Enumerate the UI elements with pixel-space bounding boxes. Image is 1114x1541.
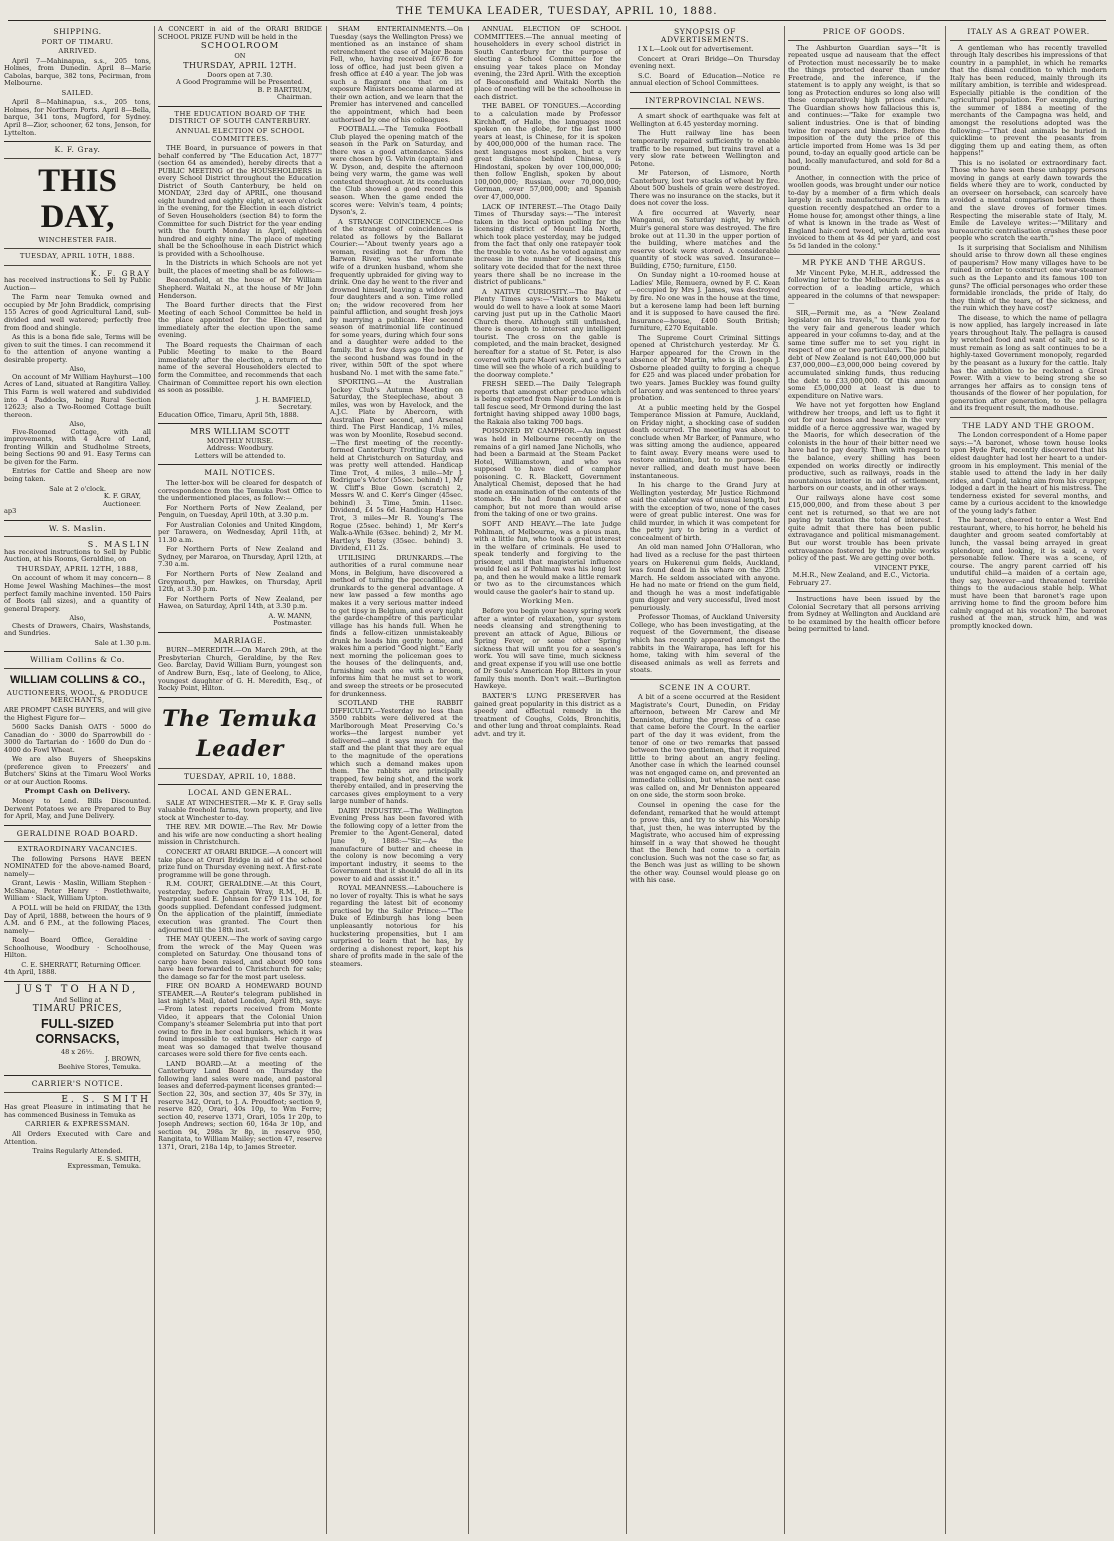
divider — [158, 464, 322, 465]
pyke-argus-heading: MR PYKE AND THE ARGUS. — [801, 258, 927, 268]
divider — [950, 40, 1107, 41]
masthead-rule — [8, 20, 1106, 21]
divider — [4, 668, 151, 669]
collins-list: 5600 Sacks Danish OATS · 5000 do Canadian do · 3000 do Sparrowbill do · 3000 do Tartarian do · 1600 do Dun do · 4000 do Fowl Wheat. — [4, 723, 151, 754]
article-paragraph: SOFT AND HEAVY.—The late Judge Pohlman, of Melbourne, was a pious man, with a little fun, who took a great interest in the welfare of criminals. He used to speak tenderly and forgiving to the prisoner, until that magisterial influence would feel as if Pohlman was his long lost pa, and then he would make a little remark or two as to the circumstances which would cause the gaoler's hair to stand up. — [474, 520, 621, 596]
divider — [4, 536, 151, 537]
column-3 — [330, 26, 463, 1534]
column-1 — [4, 26, 151, 1534]
ad-code: ap3 — [4, 507, 17, 516]
just-to-hand-sub: And Selling at — [53, 995, 102, 1004]
maslin-intro: has received instructions to Sell by Public Auction, at his Rooms, Geraldine, on — [4, 547, 151, 564]
article-paragraph: We have not yet forgotten how England withdrew her troops, and left us to fight it out for our homes and hearths in the very middle of a fierce aggressive war, waged by the Maoris, for which desecration of the colonists in the hour of their bitter need we have had to pay dearly. Then with regard to the balance, every shilling has been expended on works directly or indirectly productive, such as railways, roads in the mountainous interior in aid of settlement, harbors on our coasts, and in other ways. — [788, 401, 940, 493]
smith-trade: CARRIER & EXPRESSMAN. — [24, 1120, 131, 1129]
article-paragraph: ANNUAL ELECTION OF SCHOOL COMMITTEES.—The annual meeting of householders in every school district in South Canterbury for the purpose of electing a School Committee for the ensuing year takes place on Monday evening, the 23rd April. With the exception of Beaconsfield and Waitaki North the place of meeting will be the schoolhouse in each district. — [474, 26, 621, 101]
carrier-heading: CARRIER'S NOTICE. — [31, 1079, 124, 1089]
synopsis-heading: SYNOPSIS OF ADVERTISEMENTS. — [660, 27, 750, 44]
vacancies-heading: EXTRAORDINARY VACANCIES. — [17, 845, 138, 854]
column-2 — [158, 26, 322, 1534]
article-paragraph: Before you begin your heavy spring work after a winter of relaxation, your system needs cleansing and strengthening to prevent an attack of Ague, Bilious or Spring Fever, or some other Spring sickness that will unfit you for a season's work. You will save time, much sickness and great expense if you will use one bottle of Dr Soule's American Hop Bitters in your family this month. Don't wait.—Burlington Hawkeye. — [474, 607, 621, 691]
smith-intro: Has great Pleasure in intimating that he has commenced Business in Temuka as — [4, 1103, 151, 1119]
road-board-date: 4th April, 1888. — [4, 968, 57, 977]
italy-heading: ITALY AS A GREAT POWER. — [967, 27, 1090, 36]
local-item: SALE AT WINCHESTER.—Mr K. F. Gray sells valuable freehold farms, town property, and live stock at Winchester to-day. — [158, 798, 322, 822]
divider — [158, 697, 322, 698]
news-item: Professor Thomas, of Auckland University College, who has been investigating, at the request of the Government, the disease which has recently appeared amongst the rabbits in the Wairarapa, has left for his home, taking with him several of the diseased animals as well as ferrets and stoats. — [630, 613, 780, 675]
also-label: Also, — [69, 420, 86, 429]
divider — [950, 417, 1107, 418]
news-item: An old man named John O'Halloran, who had lived as a recluse for the past thirteen years on Hukerenui gum fields, Auckland, was found dead in his whare on the 25th March. He seldom associated with anyone. He had no mate or friend on the gum field, and though he was a most indefatigable gum digger and very successful, lived most penuriously. — [630, 543, 780, 612]
this-day-heading: THIS DAY, — [38, 162, 117, 235]
divider — [630, 92, 780, 93]
article-paragraph: This is no isolated or extraordinary fact. Those who have seen these unhappy persons moving in gangs at early dawn towards the fields where they are to work, conducted by an overseer on horseback, can scarcely have avoided a mental comparison between them and the slave droves of former times. Respecting the miserable state of Italy, M. Emile de Laveleye writes:—"Military and bureaucratic centralisation crushes these poor people who scratch the earth." — [950, 158, 1107, 243]
nurse-letters: Letters will be attended to. — [194, 451, 286, 460]
sailed-text: April 8—Mahinapua, s.s., 205 tons, Holmes, for Northern Ports. April 8—Bella, barque, 341 tons, Mugford, for Sydney. April 8—Zior, schooner, 62 tons, Jenson, for Lyttelton. — [4, 98, 151, 137]
cornsacks-size: 48 x 26½. — [60, 1047, 95, 1056]
maslin-lots: On account of whom it may concern— 8 Home Jewel Washing Machines—the most perfect family machine invented. 150 Pairs of Boots (all sizes), and a quantity of general Drapery. — [4, 574, 151, 613]
local-item: FIRE ON BOARD A HOMEWARD BOUND STEAMER.—A Reuter's telegram published in last night's Mail, dated London, April 8th, says:—From latest reports received from Monte Video, it appears that the Colonial Union Company's steamer Selembria put into that port owing to fire in her coal bunkers, which it was found impossible to extinguish. Her cargo of meat was so damaged that twelve thousand carcases were sold there for five cents each. — [158, 982, 322, 1059]
postmaster-name: A. W. MANN, — [268, 611, 312, 620]
divider — [4, 981, 151, 982]
returning-officer: C. E. SHERRATT, Returning Officer. — [21, 960, 141, 969]
local-item: THE MAY QUEEN.—The work of saving cargo from the wreck of the May Queen was completed on Saturday. One thousand tons of cargo have been raised, and about 900 tons have been forwarded to Christchurch for sale; the damage so far for the most part useless. — [158, 935, 322, 981]
nurse-sub: MONTHLY NURSE. — [206, 436, 274, 445]
maslin-heading: W. S. Maslin. — [48, 523, 107, 533]
synopsis-item: Concert at Orari Bridge—On Thursday evening next. — [630, 54, 780, 71]
also-label: Also, — [69, 365, 86, 374]
interprovincial-heading: INTERPROVINCIAL NEWS. — [645, 95, 765, 105]
auction-lot-3: Five-Roomed Cottage, with all improvements, with 4 Acre of Land, fronting Wilkin and Studholme Streets, being Sections 90 and 91. Easy Terms can be given for the Farm. — [4, 427, 151, 466]
mail-item: For Northern Ports of New Zealand, per Hawea, on Saturday, April 14th, at 3.30 p.m. — [158, 594, 322, 611]
collins-subtitle: AUCTIONEERS, WOOL, & PRODUCE MERCHANTS, — [6, 688, 149, 705]
kf-gray-heading: K. F. Gray. — [54, 145, 101, 155]
auction-lot-2: On account of Mr William Hayhurst—100 Acres of Land, situated at Rangitira Valley. This Farm is well watered and subdivided into 4 Paddocks, being Rural Section 12623; also a Two-Roomed Cottage built thereon. — [4, 372, 151, 419]
shipping-heading: SHIPPING. — [53, 27, 102, 36]
divider — [4, 141, 151, 142]
local-general-heading: LOCAL AND GENERAL. — [188, 788, 292, 798]
newspaper-logo: The Temuka Leader — [162, 705, 318, 762]
collins-heading: William Collins & Co. — [30, 655, 125, 665]
column-rule — [945, 26, 946, 1534]
postmaster-title: Postmaster. — [273, 619, 312, 628]
education-notice-3: Beaconsfield, at the house of Mr William Shepherd. Waitaki N., at the house of Mr John Henderson. — [158, 276, 322, 300]
page-masthead: THE TEMUKA LEADER, TUESDAY, APRIL 10, 1888. — [396, 5, 718, 17]
school-election-heading: ANNUAL ELECTION OF SCHOOL COMMITTEES. — [175, 127, 305, 143]
local-item: THE REV. MR DOWIE.—The Rev. Mr Dowie and his wife are now conducting a short healing mission in Christchurch. — [158, 823, 322, 847]
divider — [4, 158, 151, 159]
education-notice-4: The Board further directs that the First Meeting of each School Committee be held in the place appointed for the Election, and immediately after the election upon the same evening. — [158, 301, 322, 340]
concert-date: THURSDAY, APRIL 12TH. — [183, 61, 297, 71]
synopsis-item: S.C. Board of Education—Notice re annual election of School Committees. — [630, 71, 780, 88]
smith-orders: All Orders Executed with Care and Attention. — [4, 1129, 151, 1146]
column-6 — [788, 26, 940, 1534]
road-board-poll: A POLL will be held on FRIDAY, the 13th Day of April, 1888, between the hours of 9 A.M. and 6 P.M., at the following Places, namely— — [4, 904, 151, 935]
column-5 — [630, 26, 780, 1534]
also-label: Also, — [69, 614, 86, 623]
article-paragraph: FOOTBALL.—The Temuka Football Club played the opening match of the season in the Park on Saturday, and there was a good attendance. Sides were chosen by G. Velvin (captain) and W. Dyson, and, despite the afternoon being very warm, the game was well contested throughout. At its conclusion the Club showed a good record this season. When the game ended the scores were: Velvin's team, 4 points; Dyson's, 2. — [330, 125, 463, 217]
news-item: A fire occurred at Waverly, near Wanganui, on Saturday night, by which Muir's general store was destroyed. The fire broke out at 11.30 in the upper portion of the building, where matches and the reserve stock were stored. A considerable quantity of stock was saved. Insurance—Building, £750; furniture, £150. — [630, 208, 780, 270]
mail-item: For Australian Colonies and United Kingdom, per Tarawera, on Wednesday, April 11th, at 11.30 a.m. — [158, 520, 322, 544]
price-of-goods-heading: PRICE OF GOODS. — [822, 27, 906, 36]
timaru-prices: TIMARU PRICES, — [32, 1004, 123, 1015]
maslin-lots-2: Chests of Drawers, Chairs, Washstands, and Sundries. — [4, 621, 151, 638]
mail-item: For Northern Ports of New Zealand, per Penguin, on Tuesday, April 10th, at 3.30 p.m. — [158, 503, 322, 520]
column-rule — [784, 26, 785, 1534]
education-notice-2: In the Districts in which Schools are not yet built, the places of meeting shall be as follows:— — [158, 259, 322, 275]
pyke-title: M.H.R., New Zealand, and E.C., Victoria. — [792, 571, 930, 580]
local-item: LAND BOARD.—At a meeting of the Canterbury Land Board on Thursday the following land sales were made, and pastoral leases and deferred-payment licenses granted:—Section 22, 30s, and section 37, 40s Sr 37y, in reserve 342, Orari, to J. A. Proudfoot; section 9, reserve 820, Orari, 40s 10p, to Wm Ferre; section 40, reserve 1371, Orari, 105s 1r 20p, to Joseph Andrews; section 60, 164a 3r 10p, and section 94, 298a 3r 8p, in reserve 950, Rangitata, to William Mailey; section 47, reserve 1371, Orari, 218a 14p, to James Streeter. — [158, 1059, 322, 1151]
lady-groom-heading: THE LADY AND THE GROOM. — [962, 420, 1095, 430]
education-notice-5: The Board requests the Chairman of each Public Meeting to make to the Board immediately after the election, a return of the name of the several Householders elected to form the Committee, and recommends that each Chairman of Committee report his own election as soon as possible. — [158, 340, 322, 395]
collins-name: WILLIAM COLLINS & CO., — [9, 673, 146, 686]
just-to-hand-heading: JUST TO HAND, — [16, 983, 139, 995]
newspaper-date: TUESDAY, APRIL 10, 1888. — [183, 771, 297, 781]
auctioneer-signature: K. F. GRAY, — [103, 492, 141, 501]
article-paragraph: A NATIVE CURIOSITY.—The Bay of Plenty Times says:—"Visitors to Maketu would do well to have a look at some Maori carving just put up in the Catholic Maori Church there. Although still unfinished, there is enough to interest any intelligent tourist. The cross on the gable is completed, and the main bracket, designed hereafter for a statue of St. Peter, is also covered with pure Maori work, and a year's time will see the whole of a rich building to the doorway complete." — [474, 287, 621, 379]
column-rule — [468, 26, 469, 1534]
auctioneer-title: Auctioneer. — [102, 499, 141, 508]
divider — [4, 1075, 151, 1076]
concert-programme: A Good Programme will be Presented. — [176, 78, 304, 87]
brown-name: J. BROWN, — [105, 1055, 141, 1064]
article-paragraph: The London correspondent of a Home paper says:—"A baronet, whose town house looks upon Hyde Park, recently discovered that his eldest daughter had lost her heart to a under-groom in his employment. This menial of the stable used to attend the lady in her daily rides, and Cupid, taking aim from his crupper, lodged a dart in the heart of his mistress. The tenderness existed for several months, and came by a curious accident to the knowledge of the young lady's father. — [950, 431, 1107, 515]
pyke-date: February 27. — [788, 578, 832, 587]
synopsis-item: I X L—Look out for advertisement. — [638, 45, 754, 54]
smith-title: Expressman, Temuka. — [67, 1162, 141, 1171]
mail-heading: MAIL NOTICES. — [204, 468, 276, 478]
article-paragraph: SIR,—Permit me, as a "New Zealand legislator on his travels," to thank you for the very fair and generous leader which appeared in your columns to-day, and at the same time suffer me to set you right in respect of one or two particulars. The public debt of New Zealand is not £40,000,000 but £37,000,000—£3,000,000 being covered by accumulated sinking funds, thus reducing the debt to £33,000,000. Of this amount some £5,000,000 at least is due to expenditure on Native wars. — [788, 308, 940, 400]
education-secretary: J. H. BAMFIELD, — [255, 395, 312, 404]
divider — [4, 520, 151, 521]
concert-venue: SCHOOLROOM — [200, 41, 280, 52]
article-paragraph: Our railways alone have cost some £15,000,000, and from these about 3 per cent net is returned, so that we are not paying by taxation the total of interest. I quite admit that there has been public extravagance and political mismanagement. But our worst trouble has been private extravagance fostered by the public works policy of the past. We are getting over both. — [788, 493, 940, 563]
maslin-name: S. MASLIN — [87, 540, 151, 550]
column-rule — [326, 26, 327, 1534]
auction-intro: has received instructions to Sell by Public Auction— — [4, 276, 151, 292]
article-paragraph: A STRANGE COINCIDENCE.—One of the strangest of coincidences is related as follows by the Ballarat Courier:—"About twenty years ago a woman, residing not far from the Barwon River, was the unfortunate wife of a drunken husband, whom she frequently upbraided for giving way to drink. One day he went to the river and drowned himself, leaving a widow and four daughters and a son. Time rolled on; the widow recovered from her painful affliction, and sought fresh joys by marrying a publican. Her second season of matrimonial life continued for some years, during which four sons and a daughter were added to the family. But a few days ago the body of the second husband was found in the river, within 50ft of the spot where husband No. 1 met with the same fate." — [330, 217, 463, 377]
article-paragraph: The baronet, cheered to enter a West End restaurant, where, to his horror, he beheld his daughter and groom seated comfortably at lunch, the vassal being arrayed in great splendour, and looking, it is said, a very personable fellow. There was a scene, of course. The angry parent carried off his undutiful child—a maiden of a certain age, they say, however—and threatened terrible things to the audacious stable help. What must have been that baronet's rage upon arriving home to find the groom before him calmly engaged at his vocation? The baronet rushed at the man, struck him, and was promptly knocked down. — [950, 516, 1107, 631]
local-item: CONCERT AT ORARI BRIDGE.—A concert will take place at Orari Bridge in aid of the school prize fund on Thursday evening next. A first-rate programme will be gone through. — [158, 848, 322, 879]
smith-trains: Trains Regularly Attended. — [32, 1147, 123, 1156]
article-paragraph: SPORTING.—At the Australian Jockey Club's Autumn Meeting on Saturday, the Steeplechase, about 3 miles, was won by Havelock, and the A.J.C. Plate by Abercorn, with Australian Peer second, and Arsenal third. The First Handicap, 1¼ miles, was won by Moonlite, Rosebud second. —The first meeting of the recently-formed Canterbury Trotting Club was held at Christchurch on Saturday, and was pretty well attended. Handicap Time Trot, 4 miles, 3 mile—Mr J. Rodrigue's Victor (55sec. behind) 1, Mr W. Cliff's Blue Gown (scratch) 2, Messrs W. and C. Kerr's Ginger (45sec. behind) 3. Time, 5min. 11sec. Dividend, £4 5s 6d. Handicap Harness Trot, 3 miles—Mr R. Young's The Rogue (25sec. behind) 1, Mr Kerr's Walk-a-While (63sec. behind) 2, Mr M. Hartley's Betsy (35sec. behind) 3. Dividend, £11 2s. — [330, 378, 463, 553]
news-item: The Hutt railway line has been temporarily repaired sufficiently to enable traffic to be resumed, but trains travel at a very slow rate between Wellington and Petone. — [630, 129, 780, 168]
mail-item: For Northern Ports of New Zealand and Greymouth, per Hawkes, on Thursday, April 12th, at 3.30 p.m. — [158, 570, 322, 594]
concert-doors: Doors open at 7.30. — [207, 70, 273, 79]
divider — [4, 265, 151, 266]
auction-lot-1: The Farm near Temuka owned and occupied by Mr John Braddick, comprising 155 Acres of good Agricultural Land, sub-divided and well watered; perfectly free from flood and shingle. — [4, 293, 151, 332]
news-item: In his charge to the Grand Jury at Wellington yesterday, Mr Justice Richmond said the calendar was of unusual length, but with the exception of two, none of the cases were of great public interest. One was for child murder, in which it was competent for the petty jury to bring in a verdict of concealment of birth. — [630, 481, 780, 542]
road-board-heading: GERALDINE ROAD BOARD. — [16, 828, 139, 838]
news-item: On Sunday night a 10-roomed house at Ladies' Mile, Remuera, owned by F. C. Kean—occupied by Mrs J. James, was destroyed by fire. No one was in the house at the time, but a kerosene lamp had been left burning and it is supposed to have caused the fire. Insurance—house, £400 South British; furniture, £270 Equitable. — [630, 271, 780, 333]
collins-intro: ARE PROMPT CASH BUYERS, and will give the Highest Figure for— — [4, 706, 151, 722]
news-item: The Supreme Court Criminal Sittings opened at Christchurch yesterday. Mr G. Harper appeared for the Crown in the absence of Mr Martin, who is ill. Joseph J. Osborne pleaded guilty to forging a cheque for £25 and was placed under probation for two years. James Buckley was found guilty of larceny and was sentenced to three years' probation. — [630, 333, 780, 403]
sale-time: Sale at 2 o'clock. — [49, 484, 106, 493]
education-office: Education Office, Timaru, April 5th, 1888. — [158, 410, 299, 419]
court-paragraph: Counsel in opening the case for the defendant, remarked that he would attempt to prove this, and try to show his Worship that, just then, he was interrupted by the Magistrate, who accused him of expressing himself in a way that showed he thought that the Bench had come to a certain conclusion. Such was not the case so far, as the Bench was just as willing to be shown the other way. Counsel would please go on with his case. — [630, 800, 780, 885]
marriage-notice: BURN—MEREDITH.—On March 29th, at the Presbyterian Church, Geraldine, by the Rev. Geo. Barclay, David William Burn, youngest son of Andrew Burn, Esq., late of Geelong, to Alice, youngest daughter of G. H. Meredith, Esq., of Rocky Point, Hilton. — [158, 646, 322, 693]
nurse-address: Address: Woodbury. — [206, 444, 274, 453]
divider — [4, 1092, 151, 1093]
concert-on: ON — [234, 51, 246, 60]
article-paragraph: DAIRY INDUSTRY.—The Wellington Evening Press has been favored with the following copy of a letter from the Premier to the Agent-General, dated June 9, 1888:—"Sir,—As the manufacture of butter and cheese in the colony is now becoming a very important industry, it seems to the Government that it should do all in its power to aid and assist it." — [330, 806, 463, 883]
cornsacks-heading: FULL-SIZED CORNSACKS, — [35, 1016, 120, 1046]
road-board-body: The following Persons HAVE BEEN NOMINATED for the above-named Board, namely— — [4, 854, 151, 878]
smith-signature: E. S. SMITH, — [97, 1154, 141, 1163]
education-notice-1: THE Board, in pursuance of powers in that behalf conferred by "The Education Act, 1877" (section 64 as amended), hereby directs that a PUBLIC MEETING of the HOUSEHOLDERS in every School District throughout the Education District of South Canterbury, be held on MONDAY, 23rd day of APRIL, one thousand eight hundred and eighty eight, at seven o'clock in the evening, for the Election in each district of Seven Householders (section 84) to form the Committee for such District for the year ending with the fourth Monday in April, eighteen hundred and eighty nine. The place of meeting shall be the Schoolhouse in each District which is provided with a Schoolhouse. — [158, 144, 322, 258]
article-paragraph: SCOTLAND THE RABBIT DIFFICULTY.—Yesterday no less than 3500 rabbits were delivered at the Marlborough Meat Preserving Co.'s works—the largest number yet delivered—and it says much for the staff and the plant that they are equal to the magnitude of the operations which such a demand makes upon them. The rabbits are principally trapped, few being shot, and the work thereby entailed, and in preserving the carcases gives employment to a very large number of hands. — [330, 699, 463, 806]
column-4 — [474, 26, 621, 1534]
local-item: R.M. COURT, GERALDINE.—At this Court, yesterday, before Captain Wray, R.M., H. B. Pearpoint sued E. Johnson for £79 11s 10d, for goods supplied. Defendant confessed judgment. On the application of the plaintiff, immediate execution was granted. The Court then adjourned till the 18th inst. — [158, 880, 322, 934]
pyke-signature: VINCENT PYKE, — [874, 563, 930, 572]
education-secretary-title: Secretary. — [278, 403, 312, 412]
divider — [4, 651, 151, 652]
court-paragraph: A bit of a scene occurred at the Resident Magistrate's Court, Dunedin, on Friday afternoon, between Mr Carew and Mr Denniston, during the progress of a case that came before the Court. In the earlier part of the day it was evident, from the tenor of one or two remarks that passed between the two gentlemen, that it required little to bring about an angry feeling. Another case in which the learned counsel was not engaged came on, and prevented an immediate collision, but when the next case was called on, and Mr Denniston appeared on one side, the storm soon broke. — [630, 693, 780, 800]
divider — [158, 768, 322, 769]
sailed-heading: SAILED. — [61, 88, 94, 97]
divider — [630, 108, 780, 109]
road-board-names: Grant, Lewis · Maslin, William Stephen · McShane, Peter Henry · Postlethwaite, William · Slack, William Upton. — [4, 879, 151, 903]
auction-terms: As this is a bona fide sale, Terms will be given to suit the times. I can recommend it to the attention of anyone wanting a desirable property. — [4, 333, 151, 364]
nurse-heading: MRS WILLIAM SCOTT — [190, 427, 290, 437]
article-paragraph: The disease, to which the name of pellagra is now applied, has largely increased in late years throughout Italy. The pellagra is caused by wretched food and want of salt; and so it must remain as long as salt continues to be a highly-taxed Government monopoly, regarded by the peasant as a luxury for the cattle. Italy has the ambition to be reckoned a Great Power. With a view to being strong she so arranges her affairs as to consign tens of thousands of the flower of her population, for generation after generation, to the pellagra and its frequent result, the madhouse. — [950, 313, 1107, 413]
winchester-heading: WINCHESTER FAIR. — [38, 235, 117, 244]
divider — [788, 40, 940, 41]
working-men-heading: Working Men. — [520, 597, 575, 606]
mail-intro: The letter-box will be cleared for despatch of correspondence from the Temuka Post Office to the undermentioned places, as follow:— — [158, 478, 322, 503]
collins-body: We are also Buyers of Sheepskins (preference given to Freezers' and Butchers' Skins at the Timaru Wool Works or at our Auction Rooms. — [4, 755, 151, 786]
column-7 — [950, 26, 1107, 1534]
article-paragraph: FRESH SEED.—The Daily Telegraph reports that amongst other produce which is being exported from Napier to London is tall fescue seed, Mr Ormond during the last fortnight having shipped away 1000 bags, the Rakaia also taking 700 bags. — [474, 380, 621, 426]
article-paragraph: Is it surprising that Socialism and Nihilism should arise to throw down all these engines of pauperism? How many villages have to be ruined in order to construct one war-steamer such as the Lepanto and its famous 100 ton guns? The official personages who order these formidable ironclads, the pride of Italy, do they think of the tears, of the sickness, and the ruin which they have cost? — [950, 243, 1107, 313]
port-heading: PORT OF TIMARU. — [41, 37, 114, 46]
education-board-heading: THE EDUCATION BOARD OF THE DISTRICT OF SOUTH CANTERBURY. — [169, 109, 311, 126]
news-item: A smart shock of earthquake was felt at Wellington at 6.45 yesterday morning. — [630, 112, 780, 128]
article-paragraph: A gentleman who has recently travelled through Italy describes his impressions of that country in a pamphlet, in which he remarks that the dismal condition to which modern Italy has been reduced, mainly through its military ambition, is terrible and widespread. Especially pitiable is the condition of the agricultural population. For example, during the summer of 1884 a meeting of the merchants of the Campagna was held, and amongst the resolutions adopted was the following:—"That deal animals be buried in quicklime to prevent the peasants from digging them up and eating them, as often happens!" — [950, 43, 1107, 158]
maslin-date: THURSDAY, APRIL 12TH, 1888, — [16, 564, 139, 573]
article-paragraph: Instructions have been issued by the Colonial Secretary that all persons arriving from Sydney at Wellington and Auckland are to be examined by the health officer before being permitted to land. — [788, 595, 940, 634]
divider — [4, 841, 151, 842]
mail-item: For Northern Ports of New Zealand and Sydney, per Mararoa, on Thursday, April 12th, at 7.30 a.m. — [158, 545, 322, 569]
article-paragraph: POISONED BY CAMPHOR.—An inquest was held in Melbourne recently on the remains of a girl named Jane Nicholls, who had been a barmaid at the Steam Packet Hotel, Williamstown, and who was supposed to have died of camphor poisoning. C. R. Blackett, Government Analytical Chemist, deposed that he had made an examination of the contents of the stomach. He had found an ounce of camphor, but not more than would arise from the taking of one or two grains. — [474, 427, 621, 519]
news-item: At a public meeting held by the Gospel Temperance Mission at Pamure, Auckland, on Friday night, a shocking case of sudden death occurred. The meeting was about to conclude when Mr Barker, of Panmure, who was sitting among the audience, appeared to faint away. Every means were used to restore animation, but to no purpose. He never rallied, and death must have been instantaneous. — [630, 403, 780, 480]
divider — [788, 591, 940, 592]
divider — [630, 679, 780, 680]
divider — [158, 632, 322, 633]
auctioneer-name: K. F. GRAY — [90, 268, 151, 278]
divider — [4, 825, 151, 826]
divider — [158, 106, 322, 107]
brown-store: Beehive Stores, Temuka. — [58, 1062, 141, 1071]
article-paragraph: ROYAL MEANNESS.—Labouchere is no lover of royalty. This is what he says regarding the latest bit of economy practised by the Sailor Prince:—"The Duke of Edinburgh has long been unpleasantly notorious for his huckstering propensities, but I am surprised to learn that he has, by ordering a dishonest report, kept his share of profits made in the sale of the steamers. — [330, 884, 463, 968]
article-paragraph: Mr Vincent Pyke, M.H.R., addressed the following letter to the Melbourne Argus as a correction of a leading article, which appeared in the columns of that newspaper:— — [788, 268, 940, 308]
news-item: Mr Paterson, of Lismore, North Canterbury, lost two stacks of wheat by fire. About 500 bushels of grain were destroyed. There was no insurance on the stacks, but it does not cover the loss. — [630, 169, 780, 208]
divider — [4, 248, 151, 249]
arrived-heading: ARRIVED. — [58, 47, 97, 56]
court-scene-heading: SCENE IN A COURT. — [659, 682, 751, 692]
article-paragraph: Another, in connection with the price of woollen goods, was brought under our notice to-day by a member of a firm which deals largely in such manufactures. The firm in question recently despatched an order to a Home house for, amongst other things, a line of what is known in the trade as West of England hair-cord tweed, which article was invoiced to them at 4s 4d per yard, and cost 5s 5d landed in the colony." — [788, 173, 940, 250]
sale-date: TUESDAY, APRIL 10TH, 1888. — [19, 252, 136, 261]
concert-chair-title: Chairman. — [276, 93, 312, 102]
divider — [788, 254, 940, 255]
concert-intro: A CONCERT in aid of the ORARI BRIDGE SCHOOL PRIZE FUND will be held in the — [158, 26, 322, 41]
divider — [158, 423, 322, 424]
article-paragraph: The Ashburton Guardian says—"It is repeated usque ad nauseam that the effect of Protection must necessarily be to make the things protected dearer than under Freetrade, and the inference, if the statement is to apply any weight, is that so long as Protection endures so long also will these comparatively high prices endure." The Guardian shows how fallacious this is, and continues:—"Take for example two salient industries. One is that of binding twine for reapers and binders. Before the imposition of the duty the price of this article imported from Home was 1s 3d per pound, to-day an equally good article can be had, locally manufactured, and sold for 8d a pound. — [788, 43, 940, 173]
smith-name: E. S. SMITH — [61, 1094, 151, 1105]
auction-entries: Entries for Cattle and Sheep are now being taken. — [4, 467, 151, 483]
article-paragraph: BAXTER'S LUNG PRESERVER has gained great popularity in this district as a speedy and effectual remedy in the treatment of Coughs, Colds, Bronchitis, and other lung and throat complaints. Read advt. and try it. — [474, 692, 621, 738]
article-paragraph: SHAM ENTERTAINMENTS.—On Tuesday (says the Wellington Press) we mentioned as an instance of sham retrenchment the case of Major Boam Fell, who, having received £676 for loss of office, had just been given a fresh office at £40 a year. The job was such a flagrant one that on its exposure Ministers became alarmed at their own action, and we learn that the Premier has intervened and cancelled the appointment, which had been authorised by one of his colleagues. — [330, 26, 463, 124]
column-rule — [626, 26, 627, 1534]
column-rule — [154, 26, 155, 1534]
arrived-text: April 7—Mahinapua, s.s., 205 tons, Holmes, from Dunedin. April 8—Marie Cabolas, barque, 382 tons, Pecirman, from Melbourne. — [4, 56, 151, 88]
article-paragraph: LACK OF INTEREST.—The Otago Daily Times of Thursday says:—"The interest taken in the local option polling for the licensing district of Mount Ida North, which took place yesterday, may be judged from the fact that only one ratepayer took the trouble to vote. As he voted against any increase in the number of licenses, this solitary vote decided that for the next three years there shall be no increase in the district of publicans." — [474, 202, 621, 287]
concert-chair: B. P. BARTRUM, — [257, 85, 312, 94]
collins-money: Money to Lend. Bills Discounted. Derwent Potatoes we are Prepared to Buy for April, May, and June Delivery. — [4, 797, 151, 821]
article-paragraph: UTILISING DRUNKARDS.—The authorities of a rural commune near Mons, in Belgium, have discovered a method of turning the peccadilloes of drunkards to the general advantage. A new law passed a few months ago makes it a very serious matter indeed to get tipsy in Belgium, and every night the garde-champêtre of this particular village has his hands full. When he finds a fellow-citizen unmistakeably drunk he leads him gently home, and wakes him a period "Good night." Early next morning the policeman goes to the houses of the delinquents, and, furnishing each one with a broom, informs him that he must set to work and sweep the streets or be prosecuted for drunkenness. — [330, 553, 463, 698]
divider — [158, 784, 322, 785]
road-board-places: Road Board Office, Geraldine · Schoolhouse, Woodbury · Schoolhouse, Hilton. — [4, 936, 151, 960]
maslin-sale-time: Sale at 1.30 p.m. — [94, 638, 151, 647]
collins-cash: Prompt Cash on Delivery. — [24, 787, 131, 796]
article-paragraph: THE BABEL OF TONGUES.—According to a calculation made by Professor Kirchhoff, of Halle, the languages most spoken on the globe, for the last 1000 years at least, is Chinese, for it is spoken by 400,000,000 of the human race. The next languages most spoken, but a very great distance behind Chinese, is Hindostani, spoken by over 100,000,000; then follow English, spoken by about 100,000,000; Russian, over 70,000,000; German, over 57,000,000; and Spanish over 47,000,000. — [474, 102, 621, 202]
marriage-heading: MARRIAGE. — [213, 635, 267, 645]
